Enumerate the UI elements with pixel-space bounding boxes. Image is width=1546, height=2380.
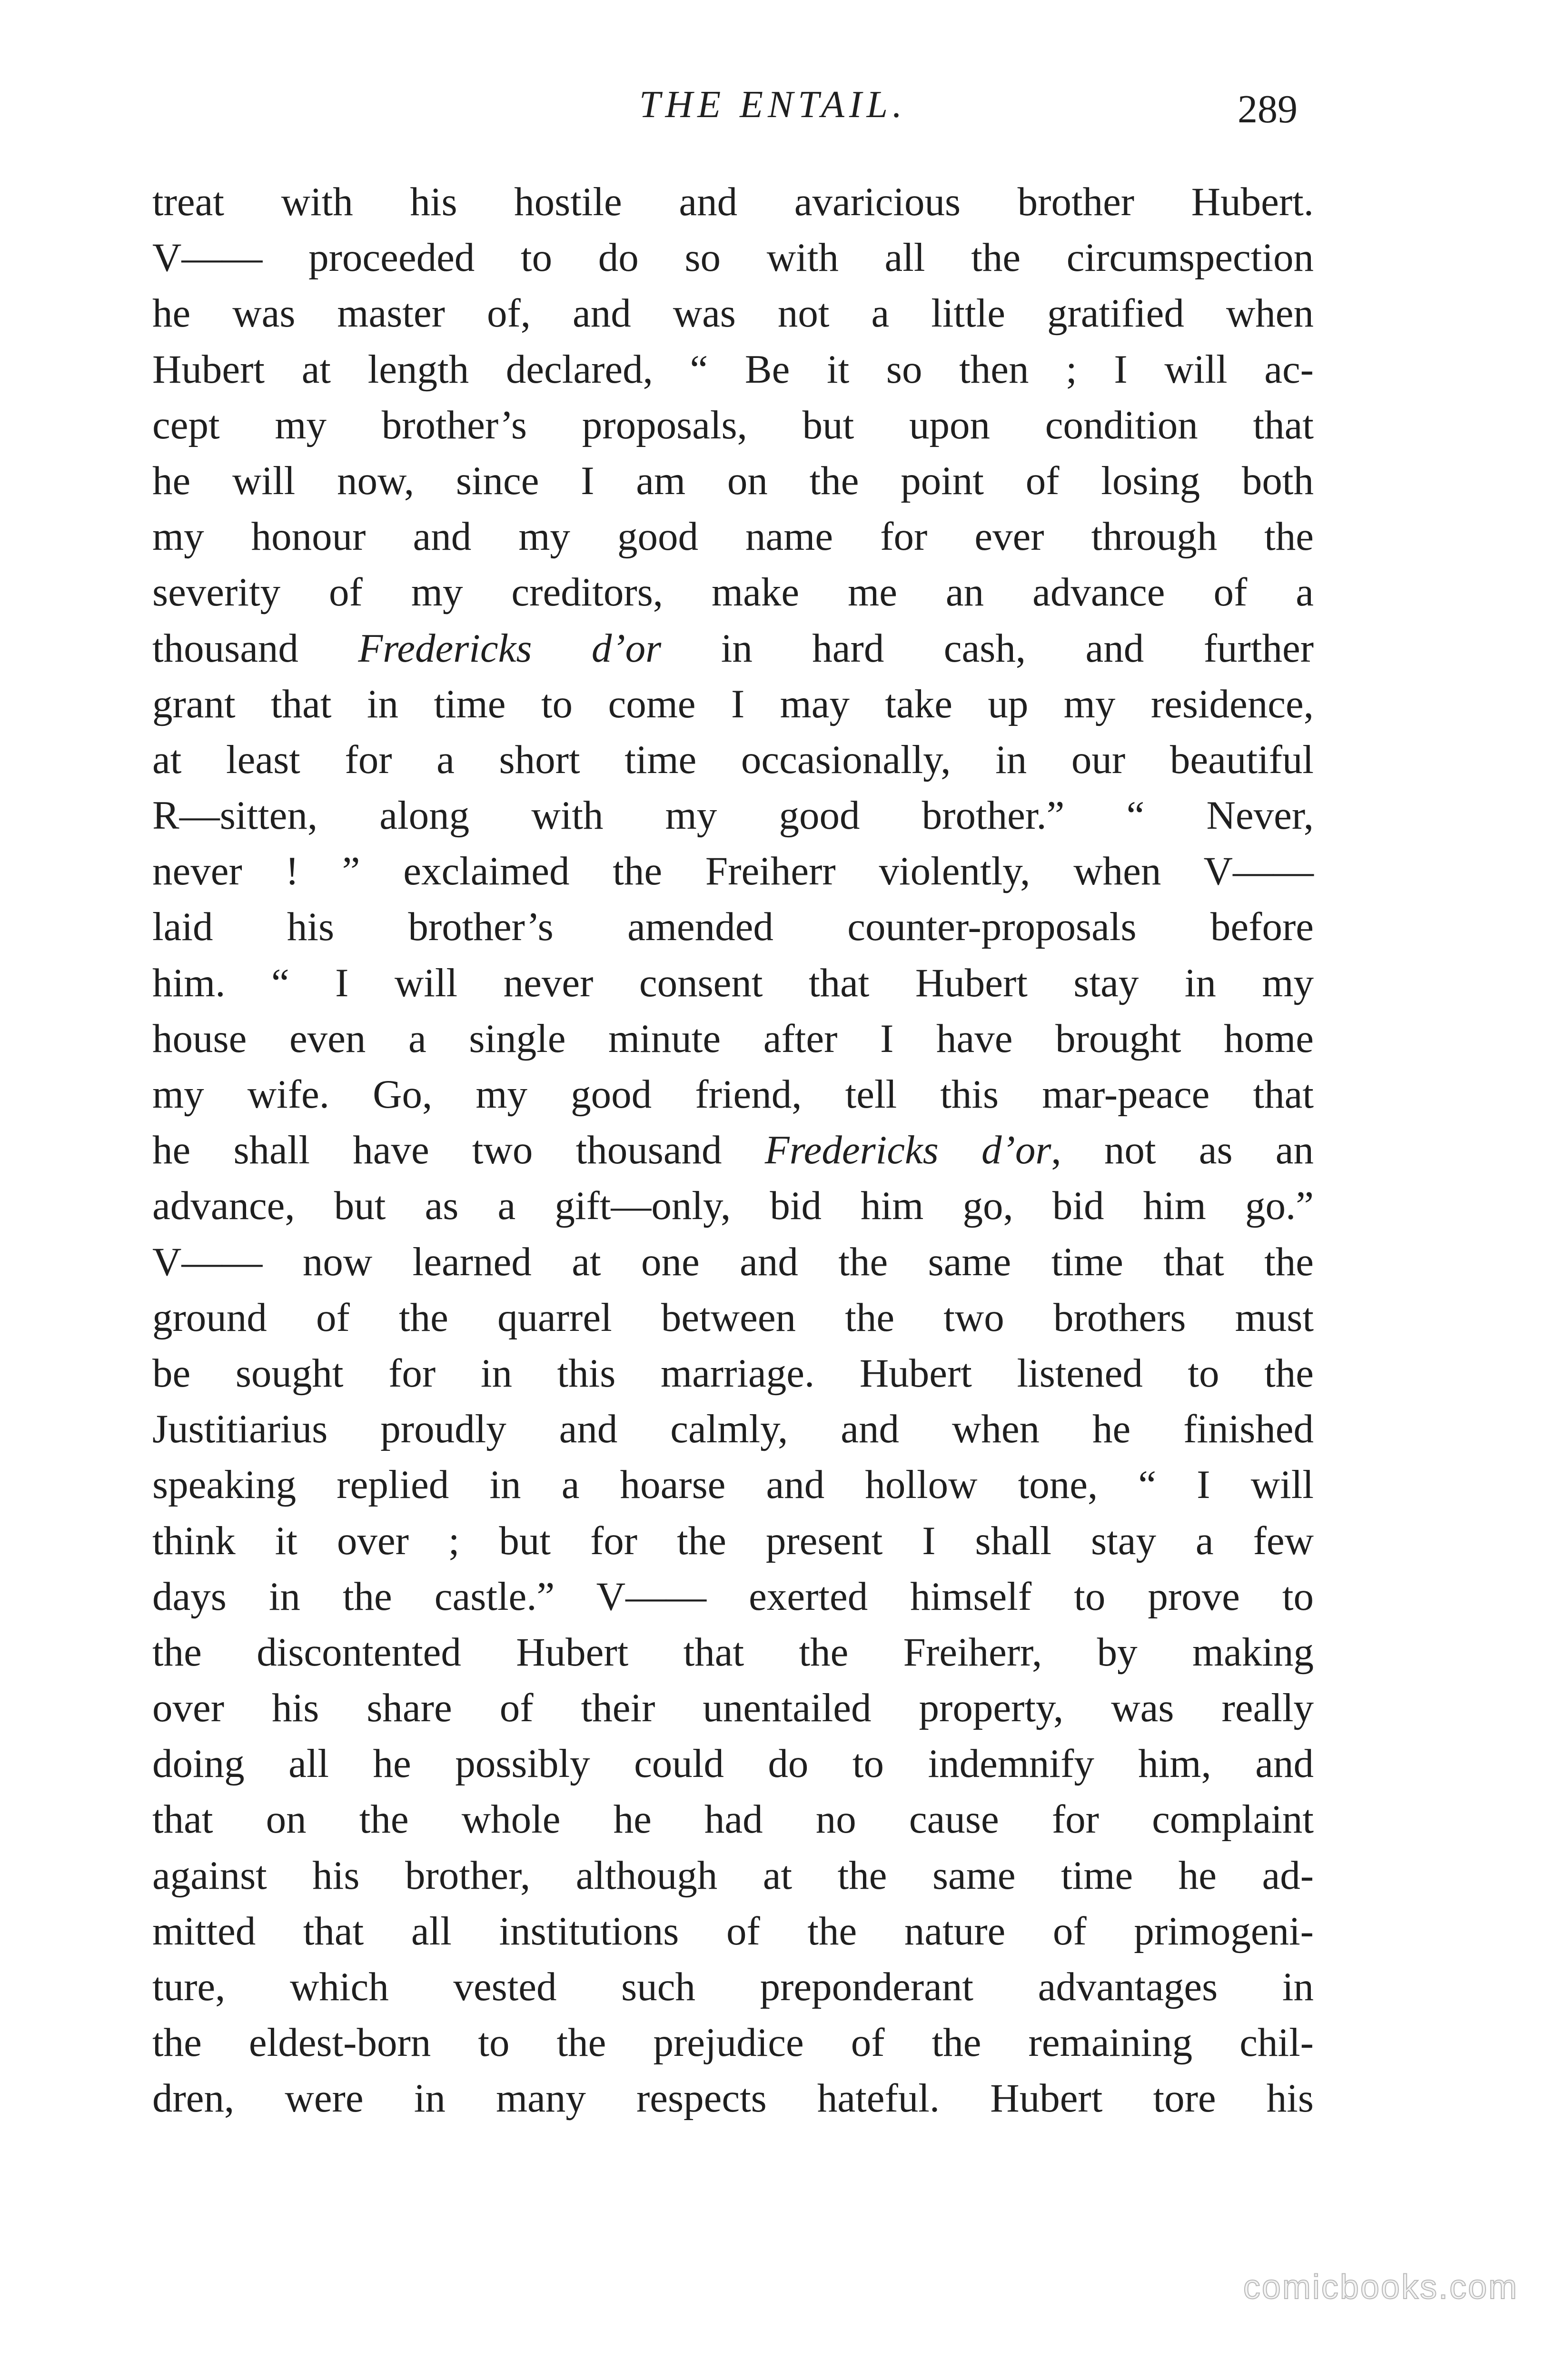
text-line: laid his brother’s amended counter-proposals before: [152, 904, 1314, 950]
text-line: be sought for in this marriage. Hubert listened to the: [152, 1350, 1314, 1396]
text-line: V—— proceeded to do so with all the circumspection: [152, 235, 1314, 280]
text-line: over his share of their unentailed property, was really: [152, 1686, 1314, 1731]
watermark: comicbooks.com: [1243, 2268, 1518, 2306]
text-line: doing all he possibly could do to indemnify him, and: [152, 1741, 1314, 1786]
text-line: the discontented Hubert that the Freiherr, by making: [152, 1629, 1314, 1675]
text-line: he was master of, and was not a little gratified when: [152, 291, 1314, 336]
text-line: V—— now learned at one and the same time that the: [152, 1239, 1314, 1284]
text-line: never ! ” exclaimed the Freiherr violently, when V——: [152, 849, 1314, 894]
body-text: [152, 174, 1314, 2127]
text-line: ture, which vested such preponderant advantages in: [152, 1964, 1314, 2009]
text-line: advance, but as a gift—only, bid him go, bid him go.”: [152, 1183, 1314, 1229]
text-line: think it over ; but for the present I shall stay a few: [152, 1518, 1314, 1563]
text-line: that on the whole he had no cause for complaint: [152, 1797, 1314, 1842]
text-line: Justitiarius proudly and calmly, and when he finished: [152, 1407, 1314, 1452]
text-line: the eldest-born to the prejudice of the remaining chil-: [152, 2020, 1314, 2065]
text-line: R—sitten, along with my good brother.” “ Never,: [152, 793, 1314, 838]
text-line: severity of my creditors, make me an advance of a: [152, 570, 1314, 615]
text-line: him. “ I will never consent that Hubert stay in my: [152, 960, 1314, 1005]
text-line: days in the castle.” V—— exerted himself to prove to: [152, 1574, 1314, 1619]
text-line: cept my brother’s proposals, but upon condition that: [152, 402, 1314, 447]
text-line: my wife. Go, my good friend, tell this mar-peace that: [152, 1072, 1314, 1117]
text-line: my honour and my good name for ever through the: [152, 514, 1314, 559]
text-line: house even a single minute after I have brought home: [152, 1016, 1314, 1061]
text-line: dren, were in many respects hateful. Hubert tore his: [152, 2076, 1314, 2121]
text-line: thousand Fredericks d’or in hard cash, and further: [152, 625, 1314, 671]
text-line: he will now, since I am on the point of losing both: [152, 458, 1314, 503]
text-line: ground of the quarrel between the two brothers must: [152, 1295, 1314, 1340]
running-title: THE ENTAIL.: [639, 84, 907, 126]
text-line: at least for a short time occasionally, in our beautiful: [152, 737, 1314, 782]
text-line: speaking replied in a hoarse and hollow tone, “ I will: [152, 1462, 1314, 1507]
page-number: 289: [1238, 87, 1298, 131]
text-line: treat with his hostile and avaricious brother Hubert.: [152, 179, 1314, 224]
text-line: Hubert at length declared, “ Be it so then ; I will ac-: [152, 347, 1314, 392]
text-line: grant that in time to come I may take up my residence,: [152, 681, 1314, 726]
text-line: against his brother, although at the same time he ad-: [152, 1853, 1314, 1898]
text-line: mitted that all institutions of the nature of primogeni-: [152, 1908, 1314, 1954]
text-line: he shall have two thousand Fredericks d’or, not as an: [152, 1128, 1314, 1173]
